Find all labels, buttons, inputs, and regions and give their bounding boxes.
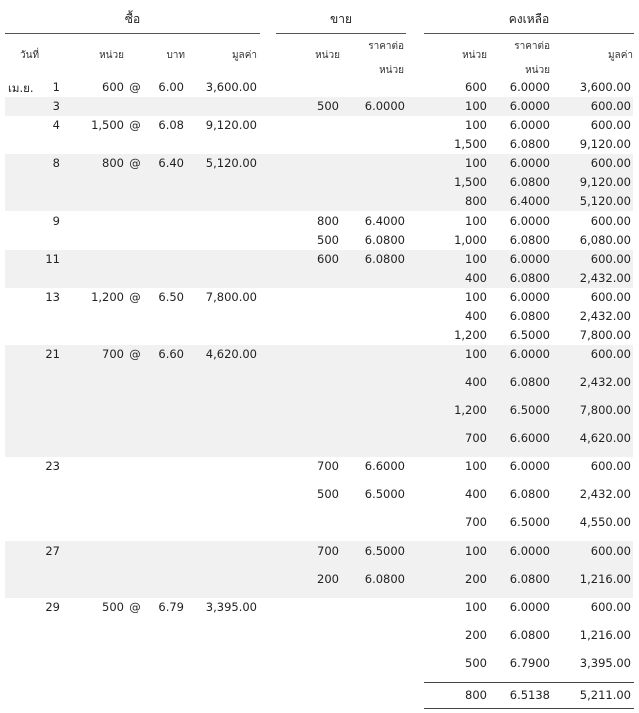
balance-units-cell: 100 [465, 290, 487, 304]
balance-units-cell: 400 [465, 309, 487, 323]
month-cell: เม.ย. [8, 81, 34, 95]
balance-units-cell: 1,000 [454, 233, 487, 247]
balance-value-cell: 1,216.00 [579, 572, 631, 586]
total-rule [424, 682, 634, 683]
balance-value-cell: 600.00 [590, 214, 631, 228]
balance-value-cell: 2,432.00 [579, 487, 631, 501]
balance-price-cell: 6.0000 [509, 156, 550, 170]
balance-value-cell: 600.00 [590, 544, 631, 558]
balance-value-cell: 1,216.00 [579, 628, 631, 642]
day-cell: 3 [52, 99, 60, 113]
balance-units-cell: 200 [465, 572, 487, 586]
balance-price-cell: 6.0800 [509, 137, 550, 151]
purchase-price-cell: 6.60 [158, 347, 184, 361]
balance-value-cell: 600.00 [590, 156, 631, 170]
balance-value-cell: 6,080.00 [579, 233, 631, 247]
balance-price-cell: 6.0800 [509, 175, 550, 189]
balance-units-cell: 700 [465, 515, 487, 529]
purchase-value-cell: 9,120.00 [205, 118, 257, 132]
sale-price-col-header-line1: ราคาต่อ [368, 41, 404, 52]
at-symbol-cell: @ [129, 347, 141, 361]
purchase-price-cell: 6.50 [158, 290, 184, 304]
purchase-baht-col-header: บาท [166, 50, 185, 61]
day-cell: 29 [45, 600, 60, 614]
sale-price-cell: 6.0000 [364, 99, 405, 113]
balance-value-cell: 2,432.00 [579, 309, 631, 323]
sale-header: ขาย [330, 12, 352, 26]
balance-units-cell: 400 [465, 271, 487, 285]
balance-units-cell: 1,200 [454, 403, 487, 417]
balance-price-cell: 6.7900 [509, 656, 550, 670]
purchase-units-cell: 700 [102, 347, 124, 361]
balance-units-cell: 100 [465, 600, 487, 614]
balance-value-cell: 4,550.00 [579, 515, 631, 529]
balance-value-cell: 600.00 [590, 347, 631, 361]
purchase-units-cell: 800 [102, 156, 124, 170]
balance-price-cell: 6.0000 [509, 600, 550, 614]
purchase-value-cell: 7,800.00 [205, 290, 257, 304]
balance-units-cell: 800 [465, 194, 487, 208]
balance-value-cell: 600.00 [590, 252, 631, 266]
day-cell: 1 [52, 80, 60, 94]
sale-units-col-header: หน่วย [315, 50, 340, 61]
at-symbol-cell: @ [129, 290, 141, 304]
purchase-header: ซื้อ [124, 12, 141, 26]
at-symbol-cell: @ [129, 80, 141, 94]
balance-units-cell: 500 [465, 656, 487, 670]
balance-units-cell: 100 [465, 99, 487, 113]
balance-units-cell: 400 [465, 375, 487, 389]
balance-units-cell: 200 [465, 628, 487, 642]
balance-price-cell: 6.0800 [509, 309, 550, 323]
sale-price-cell: 6.4000 [364, 214, 405, 228]
purchase-value-cell: 5,120.00 [205, 156, 257, 170]
day-cell: 13 [45, 290, 60, 304]
total-units: 800 [465, 688, 487, 702]
sale-header-rule [276, 33, 406, 34]
sale-price-cell: 6.6000 [364, 459, 405, 473]
balance-price-col-header-line1: ราคาต่อ [514, 41, 550, 52]
balance-units-cell: 100 [465, 347, 487, 361]
balance-value-cell: 9,120.00 [579, 175, 631, 189]
date-col-header: วันที่ [20, 50, 40, 61]
balance-price-cell: 6.5000 [509, 328, 550, 342]
balance-price-cell: 6.0000 [509, 118, 550, 132]
day-cell: 4 [52, 118, 60, 132]
balance-units-cell: 100 [465, 156, 487, 170]
day-cell: 9 [52, 214, 60, 228]
day-cell: 11 [45, 252, 60, 266]
sale-units-cell: 500 [317, 487, 339, 501]
balance-header: คงเหลือ [508, 12, 550, 26]
balance-price-cell: 6.0000 [509, 99, 550, 113]
purchase-units-cell: 600 [102, 80, 124, 94]
balance-price-cell: 6.0000 [509, 214, 550, 228]
sale-units-cell: 600 [317, 252, 339, 266]
sale-price-cell: 6.0800 [364, 252, 405, 266]
balance-price-cell: 6.0000 [509, 459, 550, 473]
at-symbol-cell: @ [129, 118, 141, 132]
balance-units-cell: 100 [465, 459, 487, 473]
balance-value-cell: 7,800.00 [579, 403, 631, 417]
purchase-price-cell: 6.40 [158, 156, 184, 170]
balance-units-cell: 1,500 [454, 137, 487, 151]
balance-price-cell: 6.0800 [509, 375, 550, 389]
balance-units-cell: 100 [465, 118, 487, 132]
balance-price-cell: 6.6000 [509, 431, 550, 445]
balance-price-cell: 6.4000 [509, 194, 550, 208]
sale-units-cell: 700 [317, 544, 339, 558]
balance-units-cell: 1,200 [454, 328, 487, 342]
balance-value-cell: 600.00 [590, 459, 631, 473]
balance-value-cell: 3,395.00 [579, 656, 631, 670]
purchase-value-col-header: มูลค่า [231, 50, 257, 61]
balance-price-cell: 6.0000 [509, 347, 550, 361]
balance-value-cell: 9,120.00 [579, 137, 631, 151]
total-value: 5,211.00 [579, 688, 631, 702]
balance-units-cell: 100 [465, 544, 487, 558]
total-unit-cost: 6.5138 [509, 688, 550, 702]
sale-price-cell: 6.5000 [364, 544, 405, 558]
balance-value-cell: 600.00 [590, 118, 631, 132]
purchase-units-cell: 1,500 [91, 118, 124, 132]
total-double-rule [424, 708, 634, 709]
purchase-header-rule [5, 33, 260, 34]
balance-price-cell: 6.0000 [509, 290, 550, 304]
sale-units-cell: 800 [317, 214, 339, 228]
balance-units-cell: 700 [465, 431, 487, 445]
day-cell: 21 [45, 347, 60, 361]
day-cell: 8 [52, 156, 60, 170]
sale-price-cell: 6.0800 [364, 572, 405, 586]
day-cell: 27 [45, 544, 60, 558]
balance-value-cell: 600.00 [590, 99, 631, 113]
balance-value-cell: 7,800.00 [579, 328, 631, 342]
balance-units-cell: 600 [465, 80, 487, 94]
balance-price-cell: 6.0000 [509, 80, 550, 94]
balance-value-cell: 4,620.00 [579, 431, 631, 445]
purchase-price-cell: 6.79 [158, 600, 184, 614]
purchase-value-cell: 3,600.00 [205, 80, 257, 94]
balance-price-cell: 6.5000 [509, 515, 550, 529]
purchase-price-cell: 6.08 [158, 118, 184, 132]
balance-price-cell: 6.5000 [509, 403, 550, 417]
balance-price-cell: 6.0800 [509, 572, 550, 586]
sale-price-cell: 6.0800 [364, 233, 405, 247]
sale-price-cell: 6.5000 [364, 487, 405, 501]
sale-units-cell: 500 [317, 233, 339, 247]
balance-price-cell: 6.0000 [509, 544, 550, 558]
balance-units-cell: 1,500 [454, 175, 487, 189]
balance-price-col-header-line2: หน่วย [525, 65, 550, 76]
balance-price-cell: 6.0800 [509, 233, 550, 247]
sale-units-cell: 500 [317, 99, 339, 113]
purchase-units-cell: 1,200 [91, 290, 124, 304]
balance-value-col-header: มูลค่า [607, 50, 633, 61]
sale-units-cell: 700 [317, 459, 339, 473]
balance-value-cell: 2,432.00 [579, 271, 631, 285]
balance-header-rule [424, 33, 634, 34]
balance-value-cell: 600.00 [590, 290, 631, 304]
balance-value-cell: 3,600.00 [579, 80, 631, 94]
day-cell: 23 [45, 459, 60, 473]
balance-price-cell: 6.0800 [509, 487, 550, 501]
sale-units-cell: 200 [317, 572, 339, 586]
balance-units-cell: 100 [465, 252, 487, 266]
purchase-units-cell: 500 [102, 600, 124, 614]
at-symbol-cell: @ [129, 156, 141, 170]
purchase-value-cell: 4,620.00 [205, 347, 257, 361]
balance-price-cell: 6.0000 [509, 252, 550, 266]
balance-units-col-header: หน่วย [462, 50, 487, 61]
balance-price-cell: 6.0800 [509, 271, 550, 285]
balance-value-cell: 5,120.00 [579, 194, 631, 208]
sale-price-col-header-line2: หน่วย [379, 65, 404, 76]
balance-price-cell: 6.0800 [509, 628, 550, 642]
purchase-value-cell: 3,395.00 [205, 600, 257, 614]
balance-units-cell: 100 [465, 214, 487, 228]
balance-value-cell: 600.00 [590, 600, 631, 614]
balance-value-cell: 2,432.00 [579, 375, 631, 389]
balance-units-cell: 400 [465, 487, 487, 501]
purchase-units-col-header: หน่วย [99, 50, 124, 61]
at-symbol-cell: @ [129, 600, 141, 614]
purchase-price-cell: 6.00 [158, 80, 184, 94]
